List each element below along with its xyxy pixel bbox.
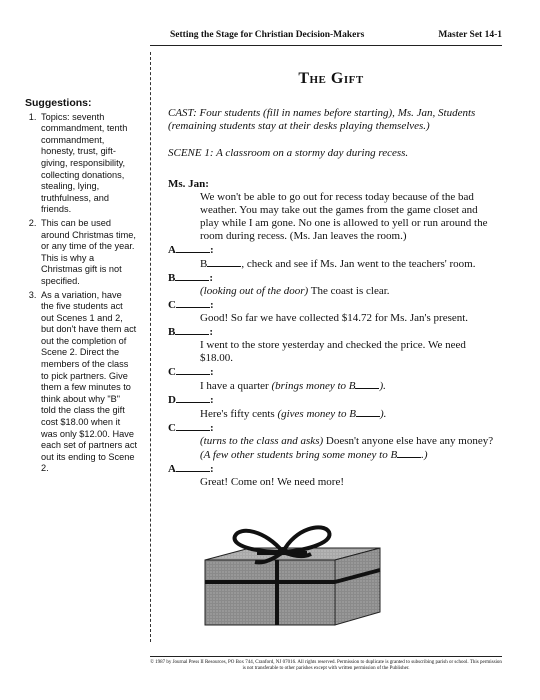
dialogue-text: I have a quarter [200, 380, 269, 392]
master-set-label: Master Set 14-1 [438, 30, 502, 40]
name-blank [176, 365, 210, 375]
series-title: Setting the Stage for Christian Decision-Makers [170, 30, 365, 40]
name-blank [176, 421, 210, 431]
stage-direction: (brings money to B [271, 380, 356, 392]
suggestions-heading: Suggestions: [25, 97, 92, 109]
dialogue-text: Here's fifty cents [200, 408, 275, 420]
column-divider [150, 52, 151, 642]
speaker-label: B : [168, 326, 214, 338]
cast-description [168, 107, 498, 133]
speaker-label: A : [168, 463, 214, 475]
name-blank [175, 325, 209, 335]
copyright-footer: © 1987 by Journal Press II Resources, PO Box 744, Cranford, NJ 07016. All rights reserved. Permission to duplicate is granted to subscribing parish or school. This permission is not transferable to other parishes except with written permission of the Publisher. [150, 660, 502, 671]
play-title: The Gift [298, 70, 364, 87]
stage-direction: (gives money to B [277, 408, 356, 420]
name-blank [176, 462, 210, 472]
stage-direction: (looking out of the door) [200, 285, 309, 297]
speaker-label: Ms. Jan: [168, 178, 209, 190]
dialogue-line [200, 257, 498, 271]
dialogue-line: Good! So far we have collected $14.72 for Ms. Jan's present. [200, 312, 469, 324]
footer-rule [150, 656, 502, 657]
speaker-letter: C [168, 366, 176, 378]
dialogue-text: The coast is clear. [310, 285, 390, 297]
speaker-letter: C [168, 422, 176, 434]
name-blank [175, 271, 209, 281]
speaker-letter: B [200, 258, 208, 270]
speaker-letter: A [168, 463, 176, 475]
name-blank [176, 393, 210, 403]
name-blank [176, 243, 210, 253]
scene-heading: SCENE 1: A classroom on a stormy day during recess. [168, 147, 409, 159]
dialogue-line: We won't be able to go out for recess today because of the bad weather. You may take out the games from the game closet and play while I am gone. No one is allowed to yell or run around the room during recess. (Ms. Jan leaves the room.) [200, 191, 488, 242]
suggestion-item: 2. This can be used around Christmas time, or any time of the year. This is why a Christmas gift is not specified. [39, 218, 137, 288]
suggestion-item: 3. As a variation, have the five students act out Scenes 1 and 2, but don't have them act out the completion of Scene 2. Direct the members of the class to pick partners. Give them a few minutes to think about why "B" told the class the gift cost $18.00 when it was only $12.00. Have each set of partners act out its ending to Scene 2. [39, 290, 137, 476]
dialogue-line: I went to the store yesterday and checked the price. We need $18.00. [200, 339, 466, 364]
speaker-letter: C [168, 299, 176, 311]
dialogue-line: Great! Come on! We need more! [200, 476, 344, 488]
name-blank [207, 257, 241, 267]
speaker-label: C : [168, 366, 214, 378]
speaker-label: C : [168, 422, 214, 434]
stage-direction-end: ). [379, 380, 386, 392]
page-header [150, 30, 502, 44]
dialogue-line [200, 407, 498, 421]
stage-direction: (A few other students bring some money to B [200, 449, 398, 461]
speaker-label: B : [168, 272, 214, 284]
cast-remaining: (remaining students stay at their desks playing themselves.) [168, 120, 430, 132]
header-rule [150, 45, 502, 46]
gift-box-illustration [195, 520, 395, 630]
name-blank [356, 407, 380, 417]
dialogue-line [200, 435, 498, 462]
dialogue-text: , check and see if Ms. Jan went to the teachers' room. [241, 258, 476, 270]
speaker-letter: B [168, 272, 176, 284]
suggestion-item: 1. Topics: seventh commandment, tenth commandment, honesty, trust, gift-giving, responsibility, collecting donations, stealing, lying, truthfulness, and friends. [39, 112, 137, 216]
play-script [168, 107, 498, 489]
dialogue-line [200, 379, 498, 393]
stage-direction: (turns to the class and asks) [200, 435, 324, 447]
speaker-letter: B [168, 326, 176, 338]
dialogue-line [200, 285, 498, 298]
speaker-label: D : [168, 394, 214, 406]
cast-main: Four students [199, 107, 261, 119]
speaker-label: A : [168, 244, 214, 256]
name-blank [397, 448, 421, 458]
cast-label: CAST: [168, 107, 197, 119]
cast-note: (fill in names before starting), [263, 107, 395, 119]
cast-rest: Ms. Jan, Students [397, 107, 476, 119]
speaker-label: C : [168, 299, 214, 311]
stage-direction-end: ). [379, 408, 387, 420]
name-blank [355, 379, 379, 389]
speaker-letter: D [168, 394, 176, 406]
stage-direction-end: .) [421, 449, 428, 461]
speaker-letter: A [168, 244, 176, 256]
suggestions-list [25, 112, 137, 475]
name-blank [176, 298, 210, 308]
suggestions-sidebar [25, 98, 137, 477]
dialogue-text: Doesn't anyone else have any money? [325, 435, 494, 447]
